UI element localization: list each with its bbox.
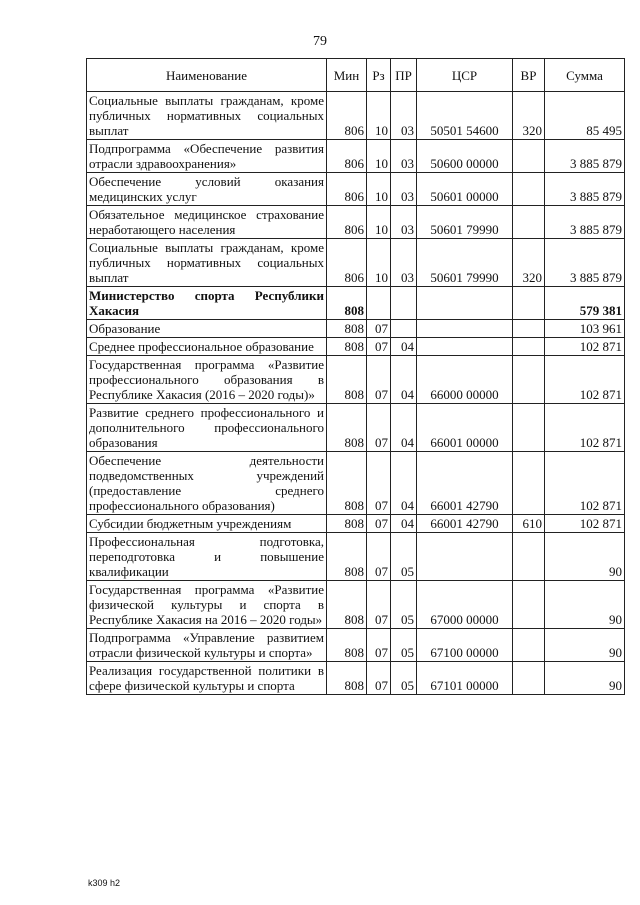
page-number: 79 bbox=[313, 34, 327, 49]
cell-rz: 10 bbox=[367, 206, 391, 239]
cell-vr: 320 bbox=[513, 92, 545, 140]
cell-vr bbox=[513, 320, 545, 338]
cell-name: Субсидии бюджетным учреждениям bbox=[87, 515, 327, 533]
cell-name: Обязательное медицинское страхование неработающего населения bbox=[87, 206, 327, 239]
cell-pr: 05 bbox=[391, 581, 417, 629]
cell-pr bbox=[391, 320, 417, 338]
table-row bbox=[87, 662, 625, 695]
cell-min: 808 bbox=[327, 320, 367, 338]
cell-vr bbox=[513, 206, 545, 239]
cell-sum: 579 381 bbox=[545, 287, 625, 320]
cell-sum: 3 885 879 bbox=[545, 239, 625, 287]
column-header-pr: ПР bbox=[391, 59, 417, 92]
cell-csr: 50601 79990 bbox=[417, 239, 513, 287]
cell-vr: 320 bbox=[513, 239, 545, 287]
cell-pr: 03 bbox=[391, 173, 417, 206]
cell-name: Образование bbox=[87, 320, 327, 338]
cell-sum: 90 bbox=[545, 662, 625, 695]
cell-rz: 07 bbox=[367, 533, 391, 581]
cell-sum: 102 871 bbox=[545, 404, 625, 452]
cell-vr bbox=[513, 662, 545, 695]
cell-name: Развитие среднего профессионального и дополнительного профессионального образования bbox=[87, 404, 327, 452]
cell-pr: 04 bbox=[391, 356, 417, 404]
cell-min: 808 bbox=[327, 287, 367, 320]
cell-rz: 07 bbox=[367, 338, 391, 356]
cell-sum: 102 871 bbox=[545, 452, 625, 515]
cell-vr bbox=[513, 404, 545, 452]
cell-sum: 3 885 879 bbox=[545, 206, 625, 239]
table-row bbox=[87, 287, 625, 320]
table-row bbox=[87, 629, 625, 662]
cell-pr bbox=[391, 287, 417, 320]
table-row bbox=[87, 173, 625, 206]
table-row bbox=[87, 206, 625, 239]
cell-pr: 03 bbox=[391, 206, 417, 239]
table-row bbox=[87, 140, 625, 173]
table-row bbox=[87, 320, 625, 338]
cell-pr: 04 bbox=[391, 404, 417, 452]
column-header-sum: Сумма bbox=[545, 59, 625, 92]
cell-pr: 04 bbox=[391, 515, 417, 533]
cell-rz: 10 bbox=[367, 173, 391, 206]
column-header-rz: Рз bbox=[367, 59, 391, 92]
cell-name: Среднее профессиональное образование bbox=[87, 338, 327, 356]
cell-rz: 07 bbox=[367, 629, 391, 662]
budget-table bbox=[86, 58, 625, 695]
cell-pr: 03 bbox=[391, 140, 417, 173]
cell-csr: 66001 00000 bbox=[417, 404, 513, 452]
cell-pr: 03 bbox=[391, 239, 417, 287]
cell-min: 808 bbox=[327, 338, 367, 356]
cell-sum: 103 961 bbox=[545, 320, 625, 338]
cell-vr bbox=[513, 338, 545, 356]
cell-pr: 05 bbox=[391, 629, 417, 662]
cell-vr bbox=[513, 287, 545, 320]
column-header-vr: ВР bbox=[513, 59, 545, 92]
cell-sum: 3 885 879 bbox=[545, 140, 625, 173]
cell-pr: 04 bbox=[391, 338, 417, 356]
cell-sum: 90 bbox=[545, 629, 625, 662]
cell-name: Подпрограмма «Управление развитием отрасли физической культуры и спорта» bbox=[87, 629, 327, 662]
cell-vr bbox=[513, 581, 545, 629]
cell-min: 806 bbox=[327, 206, 367, 239]
cell-name: Социальные выплаты гражданам, кроме публичных нормативных социальных выплат bbox=[87, 92, 327, 140]
cell-name: Подпрограмма «Обеспечение развития отрасли здравоохранения» bbox=[87, 140, 327, 173]
cell-name: Обеспечение условий оказания медицинских услуг bbox=[87, 173, 327, 206]
cell-min: 808 bbox=[327, 356, 367, 404]
cell-pr: 05 bbox=[391, 533, 417, 581]
cell-csr: 50601 00000 bbox=[417, 173, 513, 206]
table-row bbox=[87, 92, 625, 140]
cell-min: 806 bbox=[327, 140, 367, 173]
cell-csr bbox=[417, 287, 513, 320]
table-row bbox=[87, 515, 625, 533]
cell-min: 808 bbox=[327, 533, 367, 581]
cell-name: Государственная программа «Развитие профессионального образования в Республике Хакасия (2016 – 2020 годы)» bbox=[87, 356, 327, 404]
cell-csr: 50501 54600 bbox=[417, 92, 513, 140]
cell-csr bbox=[417, 338, 513, 356]
column-header-name: Наименование bbox=[87, 59, 327, 92]
cell-rz: 10 bbox=[367, 92, 391, 140]
cell-pr: 05 bbox=[391, 662, 417, 695]
cell-rz: 07 bbox=[367, 452, 391, 515]
cell-sum: 102 871 bbox=[545, 356, 625, 404]
cell-rz: 07 bbox=[367, 515, 391, 533]
cell-vr: 610 bbox=[513, 515, 545, 533]
cell-csr: 50601 79990 bbox=[417, 206, 513, 239]
cell-sum: 90 bbox=[545, 581, 625, 629]
cell-csr bbox=[417, 533, 513, 581]
cell-sum: 102 871 bbox=[545, 338, 625, 356]
table-row bbox=[87, 452, 625, 515]
cell-csr: 67100 00000 bbox=[417, 629, 513, 662]
table-row bbox=[87, 356, 625, 404]
cell-csr: 66001 42790 bbox=[417, 515, 513, 533]
cell-pr: 03 bbox=[391, 92, 417, 140]
cell-min: 808 bbox=[327, 515, 367, 533]
cell-name: Реализация государственной политики в сфере физической культуры и спорта bbox=[87, 662, 327, 695]
cell-min: 808 bbox=[327, 662, 367, 695]
footer-code: k309 h2 bbox=[88, 878, 121, 888]
cell-csr: 67000 00000 bbox=[417, 581, 513, 629]
table-row bbox=[87, 338, 625, 356]
cell-name: Социальные выплаты гражданам, кроме публичных нормативных социальных выплат bbox=[87, 239, 327, 287]
cell-name: Государственная программа «Развитие физической культуры и спорта в Республике Хакасия на 2016 – 2020 годы» bbox=[87, 581, 327, 629]
table-row bbox=[87, 404, 625, 452]
cell-min: 806 bbox=[327, 239, 367, 287]
cell-rz: 07 bbox=[367, 404, 391, 452]
table-header-row bbox=[87, 59, 625, 92]
table-row bbox=[87, 581, 625, 629]
table-row bbox=[87, 533, 625, 581]
cell-vr bbox=[513, 140, 545, 173]
cell-rz: 07 bbox=[367, 581, 391, 629]
cell-vr bbox=[513, 629, 545, 662]
cell-sum: 85 495 bbox=[545, 92, 625, 140]
cell-min: 806 bbox=[327, 173, 367, 206]
cell-vr bbox=[513, 533, 545, 581]
cell-csr bbox=[417, 320, 513, 338]
cell-name: Профессиональная подготовка, переподготовка и повышение квалификации bbox=[87, 533, 327, 581]
cell-min: 808 bbox=[327, 452, 367, 515]
cell-csr: 67101 00000 bbox=[417, 662, 513, 695]
cell-min: 808 bbox=[327, 404, 367, 452]
cell-vr bbox=[513, 173, 545, 206]
cell-pr: 04 bbox=[391, 452, 417, 515]
cell-rz: 10 bbox=[367, 140, 391, 173]
cell-min: 808 bbox=[327, 581, 367, 629]
cell-csr: 66001 42790 bbox=[417, 452, 513, 515]
cell-vr bbox=[513, 356, 545, 404]
cell-min: 806 bbox=[327, 92, 367, 140]
column-header-csr: ЦСР bbox=[417, 59, 513, 92]
table-row bbox=[87, 239, 625, 287]
cell-min: 808 bbox=[327, 629, 367, 662]
cell-rz: 10 bbox=[367, 239, 391, 287]
cell-sum: 90 bbox=[545, 533, 625, 581]
cell-rz bbox=[367, 287, 391, 320]
cell-name: Министерство спорта Республики Хакасия bbox=[87, 287, 327, 320]
cell-rz: 07 bbox=[367, 320, 391, 338]
cell-vr bbox=[513, 452, 545, 515]
column-header-min: Мин bbox=[327, 59, 367, 92]
cell-name: Обеспечение деятельности подведомственных учреждений (предоставление среднего профессионального образования) bbox=[87, 452, 327, 515]
cell-sum: 3 885 879 bbox=[545, 173, 625, 206]
cell-csr: 66000 00000 bbox=[417, 356, 513, 404]
cell-rz: 07 bbox=[367, 356, 391, 404]
cell-rz: 07 bbox=[367, 662, 391, 695]
cell-sum: 102 871 bbox=[545, 515, 625, 533]
cell-csr: 50600 00000 bbox=[417, 140, 513, 173]
table-body bbox=[87, 92, 625, 695]
